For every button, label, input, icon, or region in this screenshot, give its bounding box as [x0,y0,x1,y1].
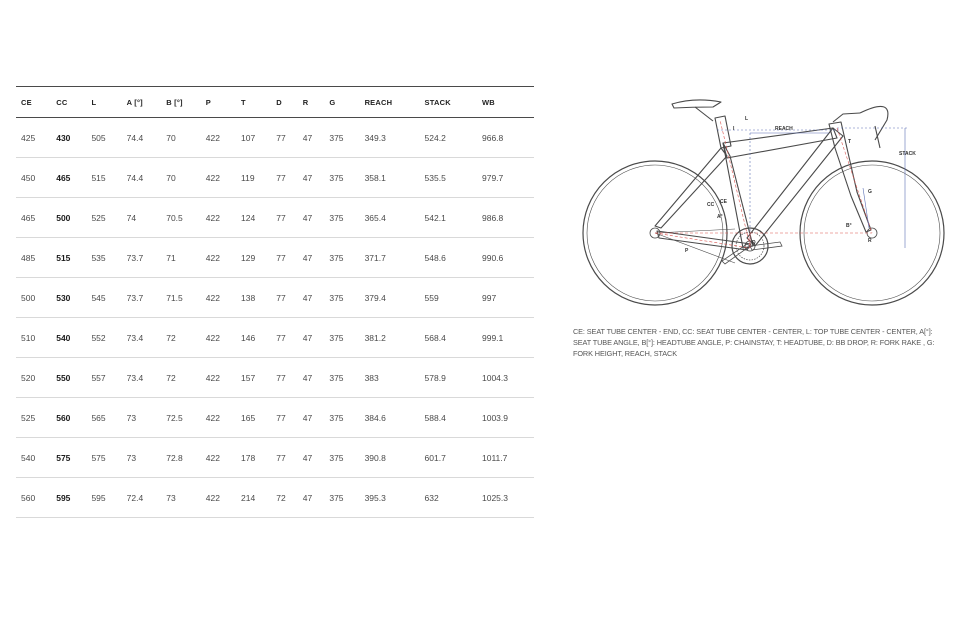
table-row [16,118,534,158]
table-cell: 71 [161,238,201,278]
table-cell: 375 [324,318,359,358]
table-cell: 540 [16,438,51,478]
table-cell: 72 [161,318,201,358]
table-row [16,398,534,438]
table-cell: 73 [122,398,162,438]
table-cell: 47 [298,478,325,518]
table-cell: 595 [51,478,86,518]
table-cell: 422 [201,478,236,518]
table-cell: 515 [51,238,86,278]
table-cell: 165 [236,398,271,438]
table-cell: 422 [201,438,236,478]
table-cell: 107 [236,118,271,158]
table-cell: 74.4 [122,158,162,198]
label-ce: CE [720,199,727,205]
table-cell: 73.7 [122,278,162,318]
table-cell: 422 [201,318,236,358]
table-cell: 72 [161,358,201,398]
label-r: R [868,238,872,244]
label-reach: REACH [775,126,793,132]
table-cell: 178 [236,438,271,478]
table-cell: 595 [86,478,121,518]
table-row [16,358,534,398]
table-cell: 77 [271,438,298,478]
column-header: STACK [420,87,477,118]
table-cell: 990.6 [477,238,534,278]
table-cell: 560 [51,398,86,438]
table-row [16,438,534,478]
column-header: P [201,87,236,118]
table-cell: 375 [324,398,359,438]
table-cell: 999.1 [477,318,534,358]
table-cell: 384.6 [360,398,420,438]
table-cell: 77 [271,158,298,198]
table-cell: 578.9 [420,358,477,398]
table-cell: 157 [236,358,271,398]
table-cell: 124 [236,198,271,238]
table-cell: 601.7 [420,438,477,478]
column-header: B [°] [161,87,201,118]
label-b: B° [846,223,852,229]
label-l: L [745,116,749,122]
table-cell: 535 [86,238,121,278]
table-row [16,158,534,198]
table-cell: 73 [122,438,162,478]
table-row [16,238,534,278]
table-cell: 77 [271,198,298,238]
table-cell: 77 [271,358,298,398]
table-cell: 548.6 [420,238,477,278]
table-cell: 47 [298,158,325,198]
column-header: REACH [360,87,420,118]
table-row [16,318,534,358]
table-cell: 77 [271,398,298,438]
table-cell: 70.5 [161,198,201,238]
table-cell: 530 [51,278,86,318]
table-cell: 557 [86,358,121,398]
table-cell: 47 [298,278,325,318]
label-a: A° [717,214,723,220]
table-cell: 73.7 [122,238,162,278]
table-cell: 465 [16,198,51,238]
table-cell: 425 [16,118,51,158]
column-header: CE [16,87,51,118]
table-cell: 422 [201,358,236,398]
table-cell: 505 [86,118,121,158]
table-cell: 77 [271,318,298,358]
table-cell: 375 [324,118,359,158]
geometry-table [16,86,534,518]
table-cell: 47 [298,358,325,398]
table-cell: 422 [201,238,236,278]
label-cc: CC [707,202,715,208]
table-row [16,198,534,238]
table-cell: 72.4 [122,478,162,518]
table-cell: 588.4 [420,398,477,438]
table-cell: 47 [298,398,325,438]
table-cell: 560 [16,478,51,518]
table-cell: 77 [271,278,298,318]
table-cell: 375 [324,438,359,478]
table-cell: 545 [86,278,121,318]
header-row [16,87,534,118]
table-cell: 450 [16,158,51,198]
bike-geometry-diagram [575,88,955,316]
table-cell: 500 [51,198,86,238]
table-row [16,478,534,518]
table-cell: 966.8 [477,118,534,158]
table-cell: 375 [324,478,359,518]
table-cell: 72 [271,478,298,518]
table-cell: 119 [236,158,271,198]
table-cell: 74 [122,198,162,238]
table-cell: 77 [271,118,298,158]
column-header: A [°] [122,87,162,118]
table-cell: 77 [271,238,298,278]
table-cell: 1025.3 [477,478,534,518]
table-cell: 515 [86,158,121,198]
table-cell: 1011.7 [477,438,534,478]
table-cell: 575 [86,438,121,478]
table-cell: 47 [298,318,325,358]
table-cell: 550 [51,358,86,398]
label-i: I [733,126,735,132]
table-cell: 70 [161,158,201,198]
table-cell: 375 [324,158,359,198]
geometry-table-header [16,87,534,118]
table-cell: 422 [201,198,236,238]
table-cell: 552 [86,318,121,358]
table-cell: 535.5 [420,158,477,198]
table-cell: 422 [201,158,236,198]
table-cell: 395.3 [360,478,420,518]
table-cell: 997 [477,278,534,318]
table-cell: 986.8 [477,198,534,238]
table-cell: 383 [360,358,420,398]
table-cell: 214 [236,478,271,518]
column-header: G [324,87,359,118]
table-cell: 73.4 [122,318,162,358]
table-cell: 510 [16,318,51,358]
table-cell: 422 [201,398,236,438]
table-cell: 485 [16,238,51,278]
table-cell: 422 [201,118,236,158]
label-stack: STACK [899,151,916,157]
table-cell: 379.4 [360,278,420,318]
table-cell: 525 [86,198,121,238]
table-cell: 73.4 [122,358,162,398]
table-cell: 565 [86,398,121,438]
table-cell: 520 [16,358,51,398]
label-p: P [685,248,689,254]
table-cell: 1004.3 [477,358,534,398]
table-cell: 47 [298,238,325,278]
table-cell: 559 [420,278,477,318]
geometry-table-body [16,118,534,518]
table-cell: 375 [324,238,359,278]
table-cell: 390.8 [360,438,420,478]
table-cell: 381.2 [360,318,420,358]
table-cell: 540 [51,318,86,358]
table-cell: 632 [420,478,477,518]
table-cell: 371.7 [360,238,420,278]
column-header: R [298,87,325,118]
table-cell: 430 [51,118,86,158]
label-t: T [848,139,852,145]
table-row [16,278,534,318]
table-cell: 72.5 [161,398,201,438]
geometry-caption: CE: SEAT TUBE CENTER - END, CC: SEAT TUBE CENTER - CENTER, L: TOP TUBE CENTER - CENTER, A[°]: SEAT TUBE ANGLE, B[°]: HEADTUBE ANGLE, P: CHAINSTAY, T: HEADTUBE, D: BB DROP, R: FORK RAKE , G: FORK HEIGHT, REACH, STACK [573,327,935,358]
label-g: G [868,189,872,195]
column-header: L [86,87,121,118]
column-header: CC [51,87,86,118]
table-cell: 465 [51,158,86,198]
table-cell: 979.7 [477,158,534,198]
table-cell: 70 [161,118,201,158]
column-header: D [271,87,298,118]
table-cell: 568.4 [420,318,477,358]
table-cell: 47 [298,118,325,158]
table-cell: 47 [298,438,325,478]
table-cell: 146 [236,318,271,358]
table-cell: 375 [324,278,359,318]
table-cell: 525 [16,398,51,438]
label-d: D [752,240,756,246]
column-header: T [236,87,271,118]
table-cell: 500 [16,278,51,318]
table-cell: 358.1 [360,158,420,198]
table-cell: 375 [324,358,359,398]
table-cell: 349.3 [360,118,420,158]
table-cell: 422 [201,278,236,318]
table-cell: 365.4 [360,198,420,238]
table-cell: 72.8 [161,438,201,478]
table-cell: 71.5 [161,278,201,318]
table-cell: 575 [51,438,86,478]
table-cell: 1003.9 [477,398,534,438]
table-cell: 524.2 [420,118,477,158]
table-cell: 375 [324,198,359,238]
column-header: WB [477,87,534,118]
table-cell: 138 [236,278,271,318]
table-cell: 542.1 [420,198,477,238]
table-cell: 47 [298,198,325,238]
table-cell: 74.4 [122,118,162,158]
table-cell: 73 [161,478,201,518]
table-cell: 129 [236,238,271,278]
